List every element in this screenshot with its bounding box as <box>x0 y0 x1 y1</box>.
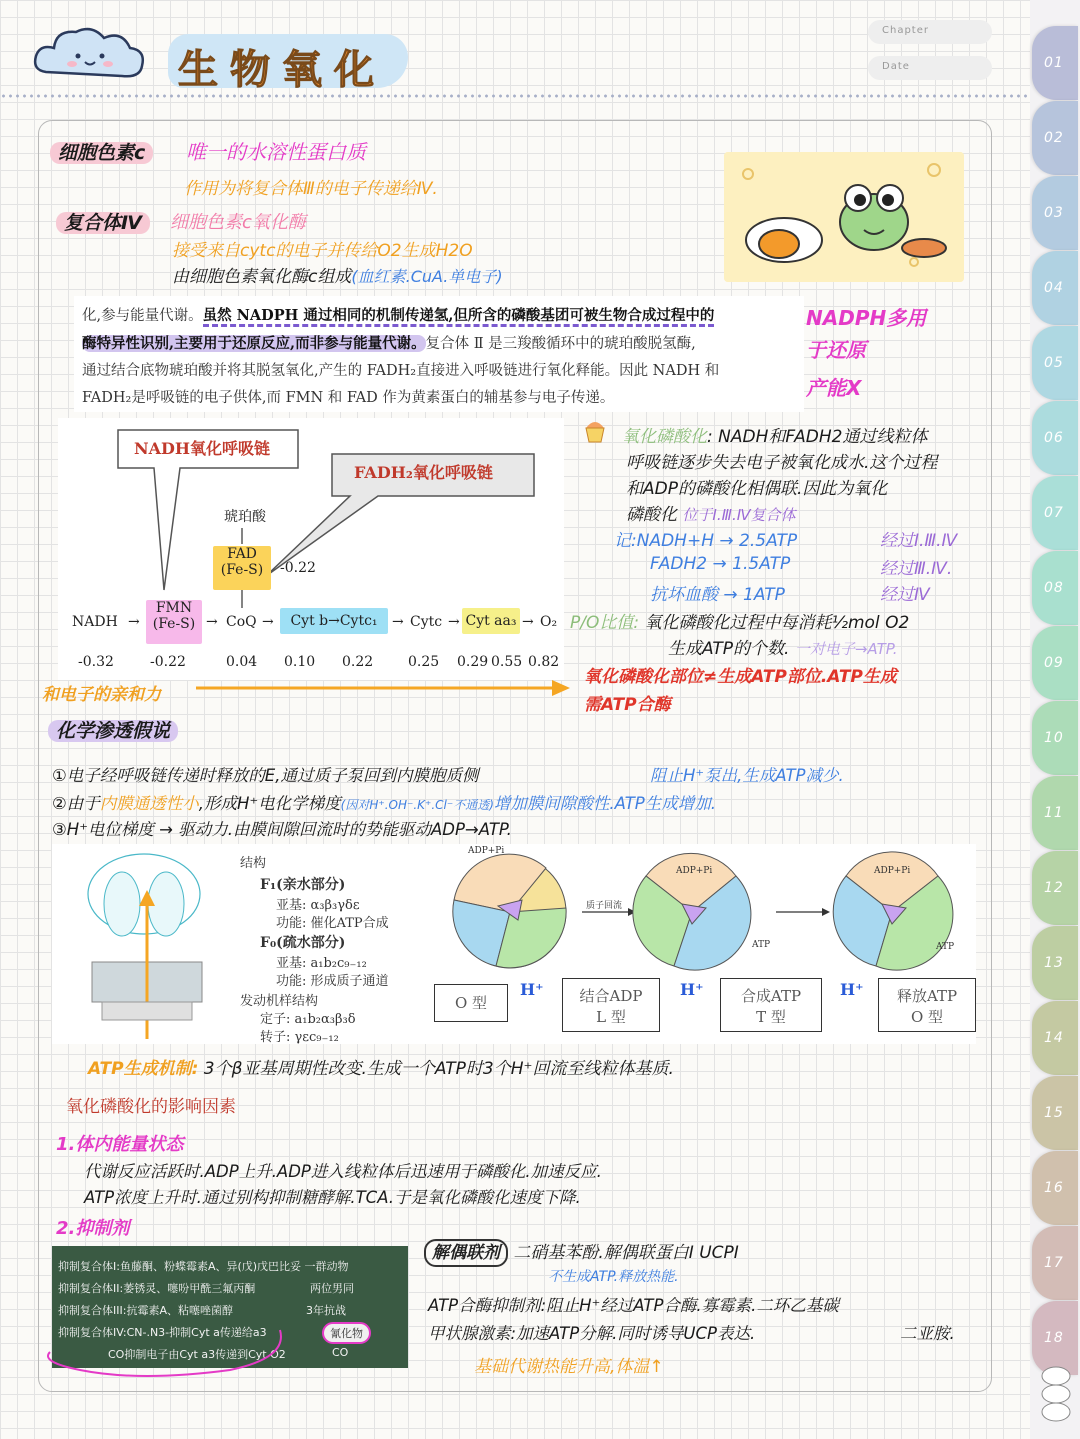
chemi-p2e: 增加膜间隙酸性.ATP生成增加. <box>493 794 716 813</box>
redox-potential-4: 0.22 <box>342 654 374 670</box>
cytc-line2: 作用为将复合体Ⅲ的电子传递给Ⅳ. <box>184 179 438 199</box>
chapter-tab-02[interactable]: 02 <box>1032 101 1078 175</box>
atp-label-2: ATP <box>936 942 955 952</box>
excerpt-l3: 通过结合底物琥珀酸并将其脱氢氧化,产生的 FADH₂直接进入呼吸链进行氧化释能。因此 NADH 和 <box>82 363 720 379</box>
cytc-line1: 唯一的水溶性蛋白质 <box>186 140 366 164</box>
cupcake-icon <box>580 414 610 444</box>
chapter-tab-15[interactable]: 15 <box>1032 1076 1078 1150</box>
complex4-line3b: (血红素.CuA.单电子) <box>351 267 503 286</box>
chemi-p1b: 阻止H⁺泵出,生成ATP减少. <box>650 766 844 785</box>
complex4-label: 复合体Ⅳ <box>56 212 150 234</box>
mechanism-text: 3个β亚基周期性改变.生成一个ATP时3个H⁺回流至线粒体基质. <box>203 1059 674 1079</box>
state-t1: 合成ATP <box>740 987 802 1005</box>
cytb-cytc1-box: Cyt b→Cytc₁ <box>280 608 388 634</box>
chapter-tab-04[interactable]: 04 <box>1032 251 1078 325</box>
factor-1-line-1: 代谢反应活跃时.ADP上升.ADP进入线粒体后迅速用于磷酸化.加速反应. <box>84 1162 602 1181</box>
po1: 氧化磷酸化过程中每消耗½mol O2 <box>644 613 910 633</box>
fad-fes-label: (Fe-S) <box>220 562 264 578</box>
chemi-p2a: ②由于 <box>52 794 100 813</box>
factor-2-heading: 2.抑制剂 <box>56 1218 130 1239</box>
uncoupler-l3b: 二亚胺. <box>900 1324 955 1343</box>
po-label: P/O比值: <box>570 613 640 633</box>
chapter-tab-10[interactable]: 10 <box>1032 701 1078 775</box>
inhibitor-row-4-mnemonic: 氰化物 <box>322 1322 371 1344</box>
fmn-label: FMN <box>155 600 193 616</box>
cytc-chain-label: Cytc <box>410 614 443 630</box>
stator-label: 定子: a₁b₂α₃β₃δ <box>260 1012 356 1027</box>
excerpt-l4: FADH₂是呼吸链的电子供体,而 FMN 和 FAD 作为黄素蛋白的辅基参与电子传递。 <box>82 390 615 406</box>
inhibitor-row-2: 抑制复合体II:萎锈灵、噻吩甲酰三氟丙酮 <box>58 1282 256 1295</box>
atp-synthase-panel <box>52 844 976 1044</box>
f1-label: F₁(亲水部分) <box>260 877 346 893</box>
coq-label: CoQ <box>226 614 257 630</box>
state-o-box: O 型 <box>434 984 508 1022</box>
oxphos-l1-text: NADH和FADH2通过线粒体 <box>718 427 928 447</box>
factor-1-line-2: ATP浓度上升时.通过别构抑制糖酵解.TCA.于是氧化磷酸化速度下降. <box>84 1188 581 1207</box>
atp-label-1: ATP <box>752 940 771 950</box>
uncoupler-l2: ATP合酶抑制剂:阻止H⁺经过ATP合酶.寡霉素.二环乙基碳 <box>428 1296 839 1315</box>
site-line-2: 需ATP合酶 <box>584 695 671 715</box>
f1-sub: 亚基: α₃β₃γδε <box>276 898 360 913</box>
factor-1-heading: 1.体内能量状态 <box>56 1134 184 1155</box>
oxphos-l4a: 磷酸化 <box>626 505 677 525</box>
complex4-line3a: 由细胞色素氧化酶c组成 <box>172 267 352 287</box>
redox-potential-8: 0.82 <box>528 654 560 670</box>
oxphos-l1: 氧化磷酸化: NADH和FADH2通过线粒体 <box>622 427 928 447</box>
memo2a: FADH2 → 1.5ATP <box>650 554 791 574</box>
redox-potential-0: -0.32 <box>78 654 114 670</box>
excerpt-l1a: 化,参与能量代谢。 <box>82 308 203 324</box>
nadph-note-2: 于还原 <box>806 338 866 362</box>
cytaa3-box: Cyt aa₃ <box>462 608 520 634</box>
mechanism-label: ATP生成机制: <box>88 1059 199 1079</box>
cloud-smiley-icon <box>30 22 148 86</box>
fad-box <box>213 546 271 590</box>
memo3a: 抗坏血酸 → 1ATP <box>650 585 785 605</box>
chapter-tab-03[interactable]: 03 <box>1032 176 1078 250</box>
oxphos-l3: 和ADP的磷酸化相偶联.因此为氧化 <box>626 479 888 499</box>
memo-label: 记: <box>614 531 637 551</box>
chapter-tab-13[interactable]: 13 <box>1032 926 1078 1000</box>
state-l1: 结合ADP <box>579 987 643 1005</box>
respiratory-chain-diagram: NADH氧化呼吸链 FADH₂氧化呼吸链 琥珀酸 FAD (Fe-S) -0.22 NADH → FMN (Fe-S) → CoQ → Cyt b→Cytc₁ → Cytc → Cyt aa₃ → O₂ -0.32 -0.22 0.04 0.10 0.22 0.25 0.29 0.55 0.82 <box>58 418 564 680</box>
chapter-field[interactable]: Chapter <box>868 20 992 44</box>
memo1b: 经过Ⅰ.Ⅲ.Ⅳ <box>880 531 958 551</box>
chemi-p1a: ①电子经呼吸链传递时释放的E,通过质子泵回到内膜胞质侧 <box>52 766 479 785</box>
redox-potential-7: 0.55 <box>491 654 523 670</box>
state-o1: 释放ATP <box>896 987 958 1005</box>
chapter-tab-07[interactable]: 07 <box>1032 476 1078 550</box>
h-plus-1: H⁺ <box>520 980 544 999</box>
chemi-p2d: (因对H⁺.OH⁻.K⁺.Cl⁻不通透) <box>340 798 494 812</box>
uncoupler-label: 解偶联剂 <box>424 1239 508 1267</box>
excerpt-l2a: 酶特异性识别,主要用于还原反应,而非参与能量代谢。 <box>82 335 426 352</box>
chapter-tab-11[interactable]: 11 <box>1032 776 1078 850</box>
chemi-p3: ③H⁺电位梯度 → 驱动力.由膜间隙回流时的势能驱动ADP→ATP. <box>52 820 512 839</box>
complex4-line3 <box>172 262 503 287</box>
nadh-label: NADH <box>72 614 118 630</box>
h-plus-2: H⁺ <box>680 980 704 999</box>
chapter-tab-01[interactable]: 01 <box>1032 26 1078 100</box>
po2a: 生成ATP的个数. <box>668 639 790 659</box>
frog-egg-illustration <box>724 152 964 282</box>
nadph-note-1: NADPH多用 <box>806 306 927 330</box>
chemi-p2b: 内膜通透性小 <box>99 794 199 813</box>
oxphos-l4b: 位于Ⅰ.Ⅲ.Ⅳ复合体 <box>682 506 796 524</box>
chapter-tab-12[interactable]: 12 <box>1032 851 1078 925</box>
inhibitor-row-1: 抑制复合体I:鱼藤酮、粉蝶霉素A、异(戊)戊巴比妥 一群动物 <box>58 1260 349 1273</box>
dotted-divider <box>0 94 1030 98</box>
chapter-tab-16[interactable]: 16 <box>1032 1151 1078 1225</box>
chemiosmotic-title: 化学渗透假说 <box>48 720 178 742</box>
nadph-note-3: 产能X <box>806 376 862 400</box>
po-row-2 <box>668 634 898 659</box>
affinity-note: 和电子的亲和力 <box>42 685 161 705</box>
adp-pi-label-3: ADP+Pi <box>874 866 911 876</box>
redox-potential-3: 0.10 <box>284 654 316 670</box>
chemi-p2: ②由于内膜通透性小,形成H⁺电化学梯度(因对H⁺.OH⁻.K⁺.Cl⁻不通透)增加膜间隙酸性.ATP生成增加. <box>52 794 716 813</box>
excerpt-l2b: 复合体 Ⅱ 是三羧酸循环中的琥珀酸脱氢酶, <box>425 336 696 352</box>
chapter-tab-14[interactable]: 14 <box>1032 1001 1078 1075</box>
po-row-1 <box>570 608 909 633</box>
excerpt-l1b: 虽然 NADPH 通过相同的机制传递氢,但所含的磷酸基团可被生物合成过程中的 <box>203 307 715 327</box>
state-t2: T 型 <box>756 1008 786 1026</box>
f0-sub: 亚基: a₁b₂c₉₋₁₂ <box>276 956 367 971</box>
cloud-stack-icon <box>1036 1362 1076 1422</box>
uncoupler-l1: 二硝基苯酚.解偶联蛋白Ⅰ UCPⅠ <box>513 1243 739 1263</box>
site-line-1: 氧化磷酸化部位≠生成ATP部位.ATP生成 <box>584 667 897 687</box>
chapter-tab-06[interactable]: 06 <box>1032 401 1078 475</box>
memo2b: 经过Ⅲ.Ⅳ. <box>880 559 953 579</box>
oxphos-label: 氧化磷酸化 <box>622 427 707 447</box>
nadh-chain-label: NADH氧化呼吸链 <box>134 439 271 458</box>
state-o2: O 型 <box>910 1008 944 1026</box>
mechanism-line <box>88 1054 674 1079</box>
state-o2-box <box>878 978 976 1032</box>
rotor-label: 转子: γεc₉₋₁₂ <box>260 1030 339 1045</box>
uncoupler-row <box>424 1238 739 1263</box>
fmn-box <box>146 600 202 644</box>
factors-title: 氧化磷酸化的影响因素 <box>66 1097 236 1117</box>
state-l-box <box>562 978 660 1032</box>
complex4-line2: 接受来自cytc的电子并传给O2生成H2O <box>172 241 473 261</box>
motor-label: 发动机样结构 <box>240 994 319 1009</box>
o2-label: O₂ <box>540 614 558 630</box>
structure-label: 结构 <box>240 856 267 871</box>
magenta-circle-annotation <box>30 1318 290 1388</box>
chapter-tabs <box>1030 0 1080 1439</box>
memo3b: 经过Ⅳ <box>880 585 930 605</box>
f0-label: F₀(疏水部分) <box>260 935 346 951</box>
adp-pi-label-1: ADP+Pi <box>468 846 505 856</box>
memo-row-1 <box>614 526 797 551</box>
adp-pi-label-2: ADP+Pi <box>676 866 713 876</box>
inhibitor-row-4: 抑制复合体IV:CN-.N3-抑制Cyt a传递给a3 <box>58 1326 267 1339</box>
atp-synthase-drawing <box>52 844 236 1044</box>
inhibitor-row-5: CO抑制电子由Cyt a3传递到Cyt O2 <box>108 1348 286 1361</box>
inhibitor-row-3-mnemonic: 3年抗战 <box>306 1304 346 1317</box>
chemi-p2c: 形成H⁺电化学梯度 <box>204 794 341 813</box>
inhibitor-row-5-mnemonic: CO <box>332 1346 349 1359</box>
affinity-arrow <box>196 678 576 698</box>
inhibitor-row-2-mnemonic: 两位男同 <box>310 1282 354 1295</box>
h-plus-3: H⁺ <box>840 980 864 999</box>
proton-return-label: 质子回流 <box>586 901 623 911</box>
fmn-fes-label: (Fe-S) <box>152 616 196 632</box>
chapter-tab-09[interactable]: 09 <box>1032 626 1078 700</box>
redox-potential-1: -0.22 <box>150 654 186 670</box>
po2b: 一对电子→ATP. <box>794 640 898 658</box>
f0-func: 功能: 形成质子通道 <box>276 974 389 989</box>
uncoupler-l3a: 甲状腺激素:加速ATP分解.同时诱导UCP表达. <box>428 1324 756 1343</box>
state-l2: L 型 <box>596 1008 626 1026</box>
redox-potential-6: 0.29 <box>457 654 489 670</box>
date-field[interactable]: Date <box>868 56 992 80</box>
redox-potential-5: 0.25 <box>408 654 440 670</box>
state-t-box <box>720 978 822 1032</box>
redox-potential-2: 0.04 <box>226 654 258 670</box>
oxphos-l4 <box>626 500 796 525</box>
chapter-tab-08[interactable]: 08 <box>1032 551 1078 625</box>
uncoupler-l4: 基础代谢热能升高,体温↑ <box>474 1357 664 1377</box>
f1-func: 功能: 催化ATP合成 <box>276 916 389 931</box>
fad-label: FAD <box>227 546 257 562</box>
uncoupler-note: 不生成ATP.释放热能. <box>548 1269 679 1285</box>
fad-potential: -0.22 <box>280 560 316 576</box>
succinate-label: 琥珀酸 <box>224 509 266 525</box>
fadh2-chain-label: FADH₂氧化呼吸链 <box>354 463 493 482</box>
memo1a: NADH+H → 2.5ATP <box>636 531 798 551</box>
chapter-tab-18[interactable]: 18 <box>1032 1301 1078 1375</box>
page-title: 生物氧化 <box>178 46 386 93</box>
oxphos-l2: 呼吸链逐步失去电子被氧化成水.这个过程 <box>626 453 938 473</box>
cytc-label: 细胞色素c <box>50 142 153 164</box>
complex4-line1: 细胞色素c氧化酶 <box>170 212 306 233</box>
inhibitor-row-3: 抑制复合体III:抗霉素A、粘噻唑菌醇 <box>58 1304 233 1317</box>
textbook-excerpt <box>74 296 804 412</box>
chapter-tab-05[interactable]: 05 <box>1032 326 1078 400</box>
chapter-tab-17[interactable]: 17 <box>1032 1226 1078 1300</box>
